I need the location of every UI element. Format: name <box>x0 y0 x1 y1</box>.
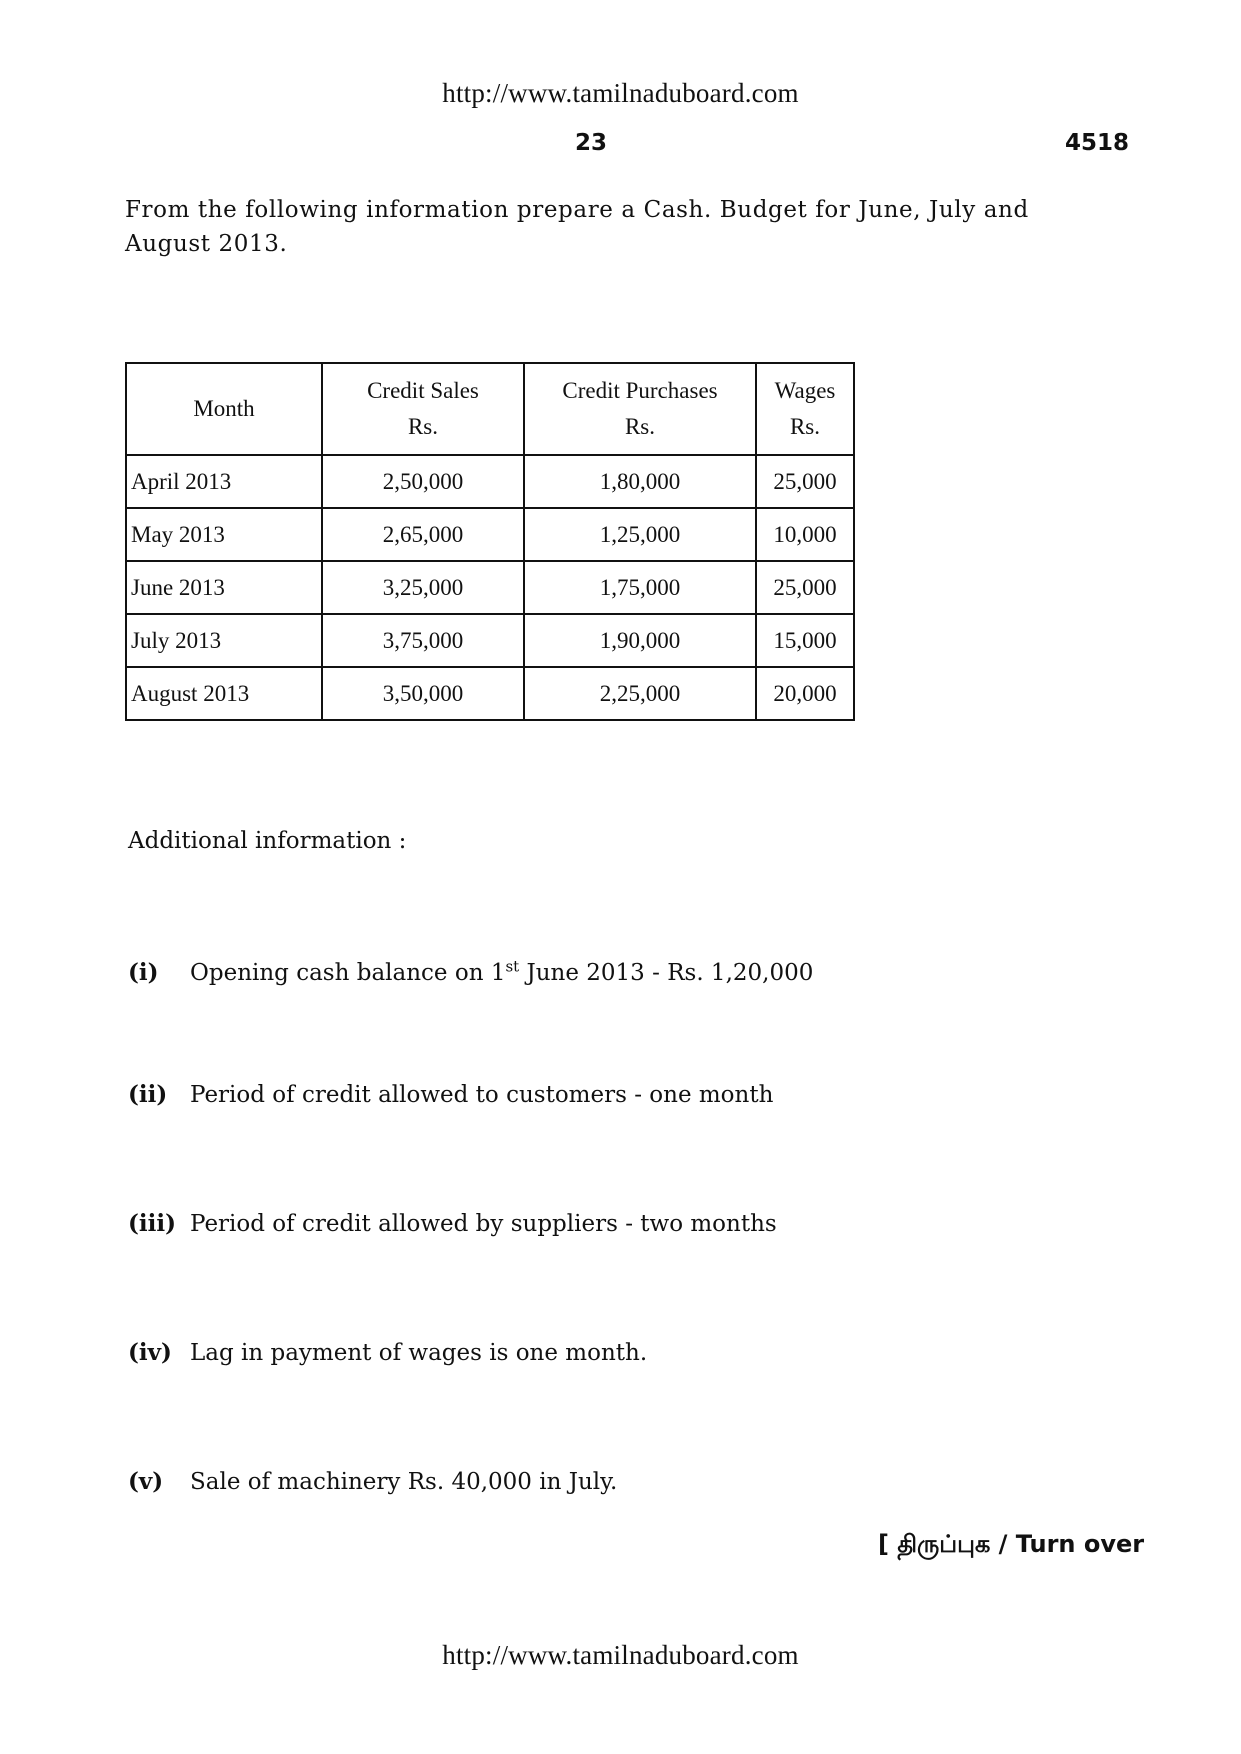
item-number: (v) <box>128 1468 164 1495</box>
cell-month: April 2013 <box>126 455 322 508</box>
cell-month: July 2013 <box>126 614 322 667</box>
cell-credit-sales: 3,50,000 <box>322 667 524 720</box>
cell-wages: 20,000 <box>756 667 854 720</box>
cell-wages: 10,000 <box>756 508 854 561</box>
budget-table <box>125 362 855 721</box>
additional-item <box>128 1339 647 1366</box>
item-text: Period of credit allowed to customers - one month <box>190 1082 774 1108</box>
cell-month: May 2013 <box>126 508 322 561</box>
question-intro: From the following information prepare a Cash. Budget for June, July and August 2013. <box>125 197 1029 257</box>
footer-url: http://www.tamilnaduboard.com <box>442 1640 799 1670</box>
cell-wages: 25,000 <box>756 455 854 508</box>
item-number: (iii) <box>128 1210 176 1237</box>
additional-info-heading: Additional information : <box>128 828 407 854</box>
cell-credit-purchases: 2,25,000 <box>524 667 756 720</box>
item-text: Period of credit allowed by suppliers - two months <box>190 1211 777 1237</box>
additional-item <box>128 1210 777 1237</box>
table-row <box>126 561 854 614</box>
cell-credit-sales: 3,25,000 <box>322 561 524 614</box>
cell-credit-sales: 2,50,000 <box>322 455 524 508</box>
header-credit-purchases: Credit Purchases Rs. <box>524 363 756 455</box>
table-row <box>126 667 854 720</box>
cell-credit-sales: 3,75,000 <box>322 614 524 667</box>
cell-wages: 15,000 <box>756 614 854 667</box>
turn-over-label: [ திருப்புக / Turn over <box>878 1530 1145 1558</box>
cell-credit-purchases: 1,80,000 <box>524 455 756 508</box>
item-number: (i) <box>128 958 159 986</box>
cell-credit-sales: 2,65,000 <box>322 508 524 561</box>
additional-item <box>128 1468 617 1495</box>
table-row <box>126 614 854 667</box>
header-month: Month <box>126 363 322 455</box>
item-text: Lag in payment of wages is one month. <box>190 1340 648 1366</box>
additional-item <box>128 1081 773 1108</box>
cell-credit-purchases: 1,90,000 <box>524 614 756 667</box>
cell-month: August 2013 <box>126 667 322 720</box>
paper-code: 4518 <box>1065 130 1130 156</box>
item-number: (iv) <box>128 1339 172 1366</box>
item-text: Opening cash balance on 1st June 2013 - Rs. 1,20,000 <box>190 957 814 986</box>
header-credit-sales: Credit Sales Rs. <box>322 363 524 455</box>
table-header-row <box>126 363 854 455</box>
header-wages: Wages Rs. <box>756 363 854 455</box>
additional-item <box>128 957 813 986</box>
table-row <box>126 455 854 508</box>
cell-month: June 2013 <box>126 561 322 614</box>
cell-credit-purchases: 1,75,000 <box>524 561 756 614</box>
cell-credit-purchases: 1,25,000 <box>524 508 756 561</box>
header-url: http://www.tamilnaduboard.com <box>442 78 799 108</box>
item-text: Sale of machinery Rs. 40,000 in July. <box>190 1469 618 1495</box>
item-number: (ii) <box>128 1081 168 1108</box>
table-row <box>126 508 854 561</box>
cell-wages: 25,000 <box>756 561 854 614</box>
page-number: 23 <box>575 130 608 156</box>
